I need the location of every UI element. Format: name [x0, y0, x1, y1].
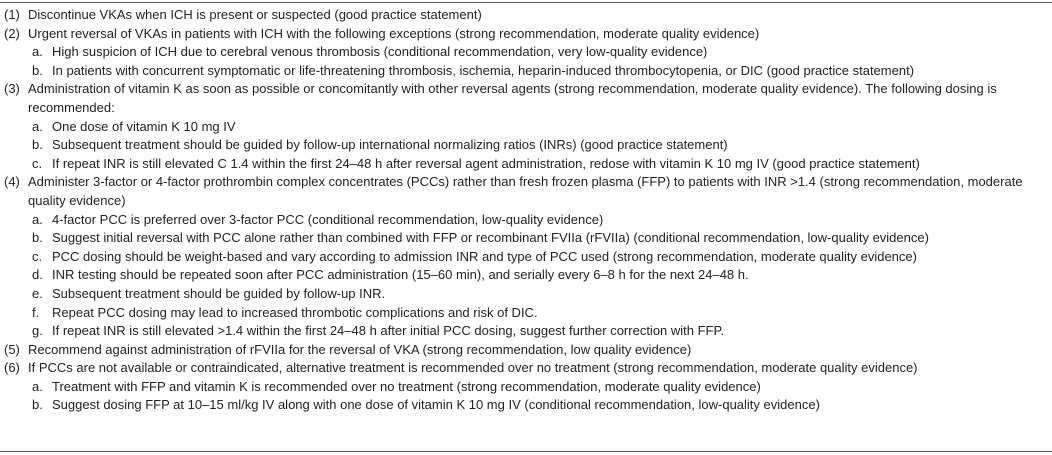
recommendation-item — [4, 173, 1048, 340]
recommendation-list — [4, 6, 1048, 415]
recommendation-number: (2) — [4, 25, 20, 41]
sub-recommendation-letter: b. — [32, 62, 43, 78]
recommendation-item — [4, 341, 1048, 360]
recommendation-item — [4, 80, 1048, 173]
recommendation-text: If PCCs are not available or contraindicated, alternative treatment is recommended over no treatment (strong recommendation, moderate quality evidence) — [28, 360, 918, 376]
sub-recommendation — [28, 285, 1048, 304]
sub-recommendation-letter: b. — [32, 230, 43, 246]
recommendation-number: (1) — [4, 7, 20, 22]
sub-recommendation — [28, 136, 1048, 155]
sub-recommendation-letter: a. — [32, 378, 43, 394]
sub-recommendation-text: Subsequent treatment should be guided by follow-up INR. — [52, 285, 386, 301]
sub-recommendation-text: If repeat INR is still elevated >1.4 within the first 24–48 h after initial PCC dosing, suggest further correction with FFP. — [52, 323, 725, 339]
sub-recommendation-text: If repeat INR is still elevated C 1.4 within the first 24–48 h after reversal agent administration, redose with vitamin K 10 mg IV (good practice statement) — [52, 155, 920, 171]
sub-recommendation-text: High suspicion of ICH due to cerebral venous thrombosis (conditional recommendation, very low-quality evidence) — [52, 44, 708, 60]
sub-recommendation-letter: b. — [32, 137, 43, 153]
sub-recommendation-text: 4-factor PCC is preferred over 3-factor PCC (conditional recommendation, low-quality evidence) — [52, 211, 604, 227]
sub-recommendation — [28, 43, 1048, 62]
recommendation-item — [4, 6, 1048, 25]
sub-recommendation-text: Repeat PCC dosing may lead to increased thrombotic complications and risk of DIC. — [52, 304, 538, 320]
sub-recommendation — [28, 211, 1048, 230]
recommendation-item — [4, 25, 1048, 81]
recommendation-text: Administer 3-factor or 4-factor prothrombin complex concentrates (PCCs) rather than fresh frozen plasma (FFP) to patients with INR >1.4 (strong recommendation, moderate quality evidence) — [28, 174, 1023, 208]
sub-recommendation — [28, 62, 1048, 81]
sub-recommendation-list — [28, 378, 1048, 415]
sub-recommendation — [28, 118, 1048, 137]
recommendation-text: Discontinue VKAs when ICH is present or suspected (good practice statement) — [28, 7, 482, 22]
sub-recommendation-letter: e. — [32, 285, 43, 301]
sub-recommendation — [28, 378, 1048, 397]
sub-recommendation — [28, 266, 1048, 285]
recommendation-text: Recommend against administration of rFVIIa for the reversal of VKA (strong recommendation, low quality evidence) — [28, 341, 692, 357]
sub-recommendation-text: Suggest initial reversal with PCC alone rather than combined with FFP or recombinant FVIIa (rFVIIa) (conditional recommendation, low-quality evidence) — [52, 230, 929, 246]
sub-recommendation-letter: a. — [32, 44, 43, 60]
sub-recommendation — [28, 248, 1048, 267]
sub-recommendation-text: Suggest dosing FFP at 10–15 ml/kg IV along with one dose of vitamin K 10 mg IV (conditional recommendation, low-quality evidence) — [52, 397, 820, 413]
sub-recommendation-letter: c. — [32, 248, 43, 264]
sub-recommendation-letter: a. — [32, 211, 43, 227]
sub-recommendation-letter: g. — [32, 323, 43, 339]
sub-recommendation — [28, 322, 1048, 341]
sub-recommendation-text: One dose of vitamin K 10 mg IV — [52, 118, 236, 134]
table-top-rule — [0, 2, 1052, 3]
sub-recommendation-letter: c. — [32, 155, 43, 171]
sub-recommendation-list — [28, 43, 1048, 80]
sub-recommendation-text: In patients with concurrent symptomatic or life-threatening thrombosis, ischemia, heparin-induced thrombocytopenia, or DIC (good practice statement) — [52, 62, 915, 78]
sub-recommendation — [28, 229, 1048, 248]
recommendation-number: (4) — [4, 174, 20, 190]
sub-recommendation-text: INR testing should be repeated soon after PCC administration (15–60 min), and serially every 6–8 h for the next 24–48 h. — [52, 267, 749, 283]
sub-recommendation-letter: d. — [32, 267, 43, 283]
sub-recommendation-text: PCC dosing should be weight-based and vary according to admission INR and type of PCC used (strong recommendation, moderate quality evidence) — [52, 248, 917, 264]
sub-recommendation-list — [28, 211, 1048, 341]
sub-recommendation — [28, 396, 1048, 415]
recommendation-text: Urgent reversal of VKAs in patients with ICH with the following exceptions (strong recommendation, moderate quality evidence) — [28, 25, 760, 41]
sub-recommendation-letter: a. — [32, 118, 43, 134]
recommendation-number: (5) — [4, 341, 20, 357]
sub-recommendation-letter: f. — [32, 304, 40, 320]
sub-recommendation-text: Treatment with FFP and vitamin K is recommended over no treatment (strong recommendation, moderate quality evidence) — [52, 378, 761, 394]
recommendation-number: (6) — [4, 360, 20, 376]
recommendation-item — [4, 359, 1048, 415]
sub-recommendation-list — [28, 118, 1048, 174]
sub-recommendation-text: Subsequent treatment should be guided by follow-up international normalizing ratios (INRs) (good practice statement) — [52, 137, 728, 153]
sub-recommendation — [28, 304, 1048, 323]
recommendation-text: Administration of vitamin K as soon as possible or concomitantly with other reversal agents (strong recommendation, moderate quality evidence). The following dosing is recommended: — [28, 81, 997, 115]
table-bottom-rule — [0, 451, 1052, 452]
recommendation-number: (3) — [4, 81, 20, 97]
sub-recommendation-letter: b. — [32, 397, 43, 413]
sub-recommendation — [28, 155, 1048, 174]
